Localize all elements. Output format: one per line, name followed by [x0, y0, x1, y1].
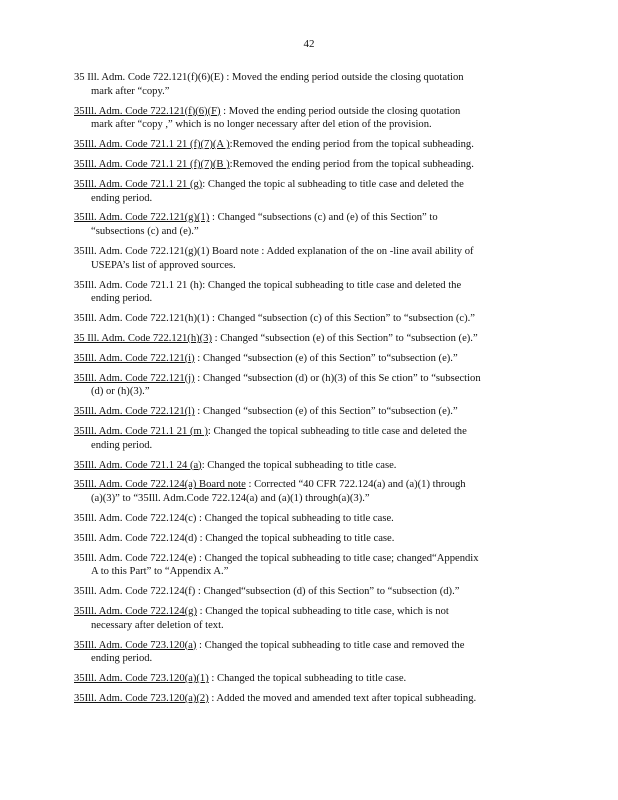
amendment-description: : Changed “subsections (c) and (e) of this Section” to: [209, 212, 438, 224]
amendment-description-continued: ending period.: [91, 293, 153, 305]
amendment-entry: [74, 552, 526, 580]
amendment-description: : Changed “subsection (e) of this Section” to “subsection (e).”: [212, 332, 478, 344]
amendment-description: : Changed the topic al subheading to title case and deleted the: [202, 178, 464, 190]
code-citation: 35Ill. Adm. Code 722.124(e): [74, 552, 197, 564]
amendment-description: Board note : Added explanation of the on -line avail ability of: [209, 245, 474, 257]
amendment-entry: [74, 605, 526, 633]
code-citation: 35Ill. Adm. Code 722.124(f): [74, 586, 196, 598]
code-citation: 35Ill. Adm. Code 722.121(l): [74, 406, 195, 418]
amendment-description: :Removed the ending period from the topical subheading.: [229, 158, 474, 170]
amendment-description: : Changed the topical subheading to title case.: [201, 459, 397, 471]
amendment-entry: [74, 512, 526, 526]
code-citation: 35Ill. Adm. Code 722.121(g)(1): [74, 212, 210, 224]
amendment-description: : Changed the topical subheading to title case and deleted the: [202, 279, 462, 291]
code-citation: 35Ill. Adm. Code 721.1 21 (f)(7)(B ): [74, 158, 230, 170]
amendment-description: : Changed “subsection (e) of this Section” to“subsection (e).”: [194, 406, 458, 418]
code-citation: 35Ill. Adm. Code 722.124(c): [74, 512, 197, 524]
amendment-entry: [74, 372, 526, 400]
amendment-entry: [74, 312, 526, 326]
amendment-entry: [74, 692, 526, 706]
amendment-entry: [74, 211, 526, 239]
code-citation: 35Ill. Adm. Code 723.120(a): [74, 639, 197, 651]
amendment-description: : Moved the ending period outside the closing quotation: [223, 72, 464, 83]
amendment-description: :Removed the ending period from the topical subheading.: [229, 139, 474, 151]
amendment-entry: [74, 158, 526, 172]
code-citation: 35 Ill. Adm. Code 722.121(h)(3): [74, 332, 212, 344]
code-citation: 35Ill. Adm. Code 722.121(g)(1): [74, 245, 210, 257]
amendment-description: : Changed “subsection (d) or (h)(3) of this Se ction” to “subsection: [194, 372, 481, 384]
amendment-description-continued: ending period.: [91, 192, 153, 204]
code-citation: 35 Ill. Adm. Code 722.121(f)(6)(E): [74, 72, 224, 83]
amendment-description: : Changed the topical subheading to title case and removed the: [196, 639, 465, 651]
amendment-entry: [74, 245, 526, 273]
amendment-description-continued: ending period.: [91, 439, 153, 451]
amendment-description: : Changed“subsection (d) of this Section” to “subsection (d).”: [195, 586, 460, 598]
amendment-description: : Changed the topical subheading to title case and deleted the: [207, 425, 467, 437]
amendment-description: : Moved the ending period outside the closing quotation: [220, 105, 461, 117]
amendment-entry: [74, 405, 526, 419]
code-citation: 35Ill. Adm. Code 722.124(d): [74, 532, 197, 544]
amendment-description-continued: ending period.: [91, 653, 153, 665]
amendment-description: : Changed the topical subheading to title case.: [208, 673, 407, 685]
amendment-description-continued: USEPA’s list of approved sources.: [91, 259, 236, 271]
amendment-description: : Changed the topical subheading to title case.: [197, 532, 395, 544]
amendment-entry: [74, 279, 526, 307]
amendment-entry: [74, 105, 526, 133]
amendment-description: : Added the moved and amended text after topical subheading.: [208, 692, 477, 704]
code-citation: 35Ill. Adm. Code 721.1 21 (g): [74, 178, 203, 190]
page-number: 42: [303, 38, 315, 50]
amendment-entry: [74, 178, 526, 206]
code-citation: 35Ill. Adm. Code 723.120(a)(1): [74, 673, 209, 685]
amendment-entry: [74, 459, 526, 473]
amendment-description: : Changed the topical subheading to title case.: [196, 512, 394, 524]
amendment-entry: [74, 71, 526, 99]
amendment-description-continued: A to this Part” to “Appendix A.”: [91, 566, 229, 578]
amendment-description: : Changed the topical subheading to title case, which is not: [197, 605, 449, 617]
code-citation: 35Ill. Adm. Code 721.1 24 (a): [74, 459, 202, 471]
amendment-description-continued: (a)(3)” to “35Ill. Adm.Code 722.124(a) and (a)(1) through(a)(3).”: [91, 493, 370, 505]
amendment-description: : Corrected “40 CFR 722.124(a) and (a)(1) through: [245, 479, 466, 491]
amendment-entry: [74, 332, 526, 346]
code-citation: 35Ill. Adm. Code 722.124(g): [74, 605, 197, 617]
code-citation: 35Ill. Adm. Code 721.1 21 (h): [74, 279, 203, 291]
amendment-description-continued: necessary after deletion of text.: [91, 619, 224, 631]
amendment-description-continued: “subsections (c) and (e).”: [91, 226, 199, 238]
amendment-description: : Changed the topical subheading to title case; changed“Appendix: [196, 552, 479, 564]
code-citation: 35Ill. Adm. Code 723.120(a)(2): [74, 692, 209, 704]
amendment-entry: [74, 639, 526, 667]
amendment-entry: [74, 585, 526, 599]
amendment-entry: [74, 672, 526, 686]
amendment-list: [74, 71, 526, 712]
amendment-description: : Changed “subsection (e) of this Section” to“subsection (e).”: [194, 352, 458, 364]
code-citation: 35Ill. Adm. Code 722.121(f)(6)(F): [74, 105, 221, 117]
amendment-entry: [74, 138, 526, 152]
amendment-entry: [74, 352, 526, 366]
amendment-description-continued: mark after “copy ,” which is no longer necessary after del etion of the provision.: [91, 119, 432, 131]
amendment-description-continued: mark after “copy.”: [91, 85, 170, 97]
code-citation: 35Ill. Adm. Code 722.121(j): [74, 372, 195, 384]
code-citation: 35Ill. Adm. Code 722.121(i): [74, 352, 195, 364]
amendment-entry: [74, 478, 526, 506]
code-citation: 35Ill. Adm. Code 721.1 21 (f)(7)(A ): [74, 139, 230, 151]
amendment-description-continued: (d) or (h)(3).”: [91, 386, 150, 398]
code-citation: 35Ill. Adm. Code 722.124(a) Board note: [74, 479, 246, 491]
amendment-entry: [74, 532, 526, 546]
code-citation: 35Ill. Adm. Code 722.121(h)(1): [74, 313, 210, 325]
code-citation: 35Ill. Adm. Code 721.1 21 (m ): [74, 425, 208, 437]
amendment-description: : Changed “subsection (c) of this Section” to “subsection (c).”: [209, 313, 476, 325]
amendment-entry: [74, 425, 526, 453]
